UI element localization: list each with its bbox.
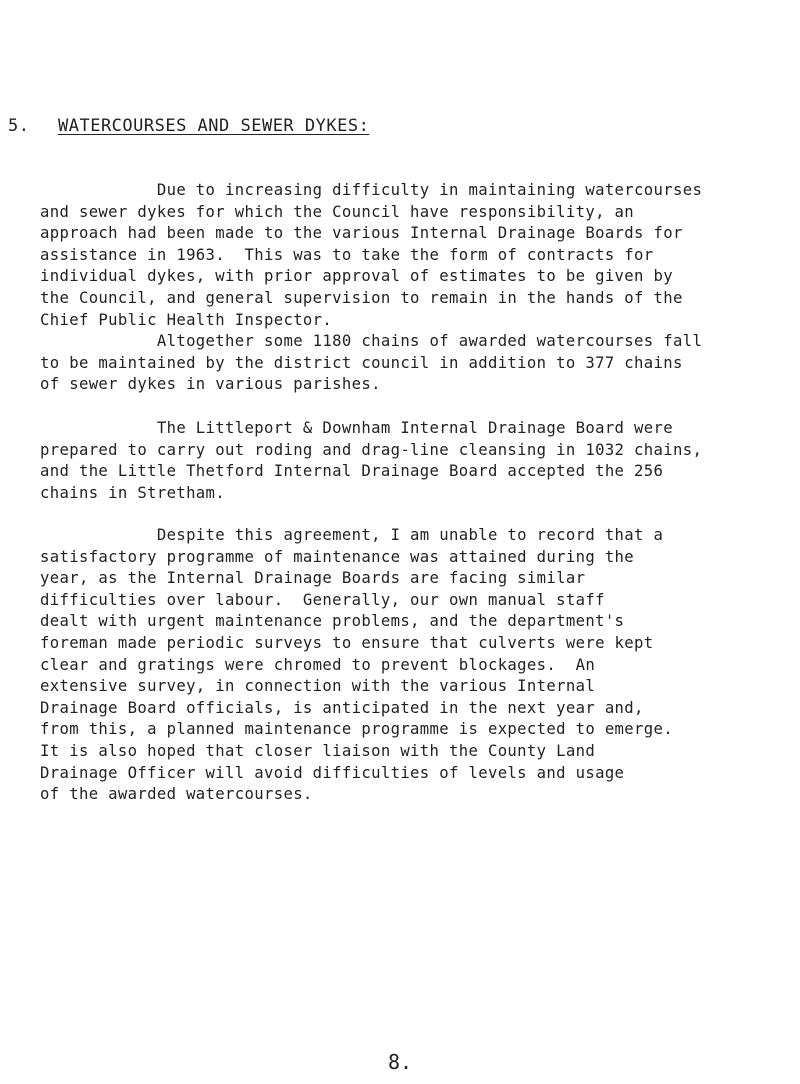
paragraph-maintenance: Despite this agreement, I am unable to record that a satisfactory programme of maintenance was attained during the year, as the Internal Drainage Boards are facing similar difficulties over labour. Generally, our own manual staff dealt with urgent maintenance problems, and the department's foreman made periodic surveys to ensure that culverts were kept clear and gratings were chromed to prevent blockages. An extensive survey, in connection with the various Internal Drainage Board officials, is anticipated in the next year and, from this, a planned maintenance programme is expected to emerge. It is also hoped that closer liaison with the County Land Drainage Officer will avoid difficulties of levels and usage of the awarded watercourses. bbox=[40, 526, 673, 804]
section-title: WATERCOURSES AND SEWER DYKES: bbox=[58, 116, 370, 136]
page-number: 8. bbox=[387, 1050, 413, 1074]
paragraph-chains: Altogether some 1180 chains of awarded watercourses fall to be maintained by the district council in addition to 377 chains of sewer dykes in various parishes. bbox=[40, 332, 703, 394]
section-heading bbox=[8, 116, 369, 136]
section-number: 5. bbox=[8, 116, 30, 136]
paragraph-intro: Due to increasing difficulty in maintaining watercourses and sewer dykes for which the Council have responsibility, an approach had been made to the various Internal Drainage Boards for assistance in 1963. This was to take the form of contracts for individual dykes, with prior approval of estimates to be given by the Council, and general supervision to remain in the hands of the Chief Public Health Inspector. bbox=[40, 181, 703, 329]
paragraph-drainage-boards: The Littleport & Downham Internal Drainage Board were prepared to carry out roding and drag-line cleansing in 1032 chains, and the Little Thetford Internal Drainage Board accepted the 256 chains in Stretham. bbox=[40, 419, 703, 502]
